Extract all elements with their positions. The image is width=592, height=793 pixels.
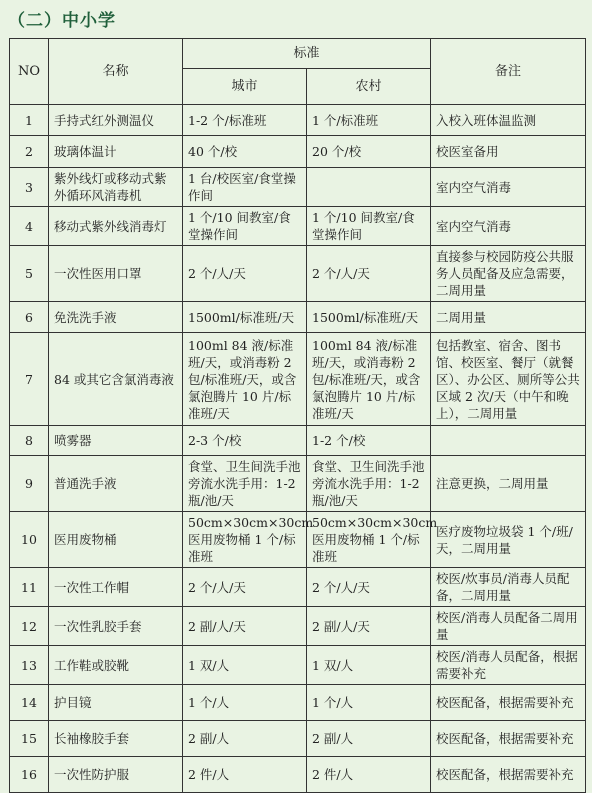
- row-no: 16: [10, 757, 49, 793]
- table-row: [10, 512, 586, 568]
- row-name: 一次性防护服: [49, 757, 183, 793]
- table-row: [10, 456, 586, 512]
- row-rural: 20 个/校: [307, 136, 431, 168]
- row-rural: 1 个/标准班: [307, 105, 431, 136]
- row-remark: 校医/消毒人员配备二周用量: [431, 607, 586, 646]
- supplies-table: [9, 38, 586, 793]
- row-remark: 注意更换，二周用量: [431, 456, 586, 512]
- header-remark: 备注: [431, 39, 586, 105]
- row-no: 12: [10, 607, 49, 646]
- row-no: 13: [10, 646, 49, 685]
- row-rural: 2 副/人: [307, 721, 431, 757]
- table-row: [10, 607, 586, 646]
- row-city: 2 个/人/天: [183, 568, 307, 607]
- row-city: 40 个/校: [183, 136, 307, 168]
- row-city: 50cm×30cm×30cm 医用废物桶 1 个/标准班: [183, 512, 307, 568]
- table-row: [10, 685, 586, 721]
- row-rural: 2 个/人/天: [307, 568, 431, 607]
- row-city: 2 副/人: [183, 721, 307, 757]
- row-no: 14: [10, 685, 49, 721]
- row-remark: 包括教室、宿舍、图书馆、校医室、餐厅（就餐区）、办公区、厕所等公共区域 2 次/天（中午和晚上），二周用量: [431, 333, 586, 426]
- row-no: 9: [10, 456, 49, 512]
- row-remark: [431, 426, 586, 456]
- row-name: 护目镜: [49, 685, 183, 721]
- row-rural: 食堂、卫生间洗手池旁流水洗手用：1-2 瓶/池/天: [307, 456, 431, 512]
- row-no: 6: [10, 302, 49, 333]
- row-remark: 校医室备用: [431, 136, 586, 168]
- row-city: 2 个/人/天: [183, 246, 307, 302]
- row-remark: 校医/炊事员/消毒人员配备，二周用量: [431, 568, 586, 607]
- table-row: [10, 426, 586, 456]
- row-name: 手持式红外测温仪: [49, 105, 183, 136]
- table-row: [10, 207, 586, 246]
- row-rural: 2 副/人/天: [307, 607, 431, 646]
- table-row: [10, 721, 586, 757]
- row-city: 1 台/校医室/食堂操作间: [183, 168, 307, 207]
- row-no: 10: [10, 512, 49, 568]
- row-city: 1 个/人: [183, 685, 307, 721]
- row-name: 医用废物桶: [49, 512, 183, 568]
- row-name: 一次性乳胶手套: [49, 607, 183, 646]
- row-remark: 室内空气消毒: [431, 168, 586, 207]
- row-city: 1-2 个/标准班: [183, 105, 307, 136]
- row-no: 15: [10, 721, 49, 757]
- table-row: [10, 333, 586, 426]
- row-name: 84 或其它含氯消毒液: [49, 333, 183, 426]
- row-remark: 校医配备，根据需要补充: [431, 757, 586, 793]
- row-rural: 100ml 84 液/标准班/天，或消毒粉 2 包/标准班/天，或含氯泡腾片 10 片/标准班/天: [307, 333, 431, 426]
- row-no: 7: [10, 333, 49, 426]
- row-city: 1 个/10 间教室/食堂操作间: [183, 207, 307, 246]
- row-name: 普通洗手液: [49, 456, 183, 512]
- row-no: 1: [10, 105, 49, 136]
- row-rural: 1 个/人: [307, 685, 431, 721]
- header-rural: 农村: [307, 69, 431, 105]
- row-name: 免洗洗手液: [49, 302, 183, 333]
- row-remark: 二周用量: [431, 302, 586, 333]
- table-row: [10, 646, 586, 685]
- row-city: 食堂、卫生间洗手池旁流水洗手用：1-2 瓶/池/天: [183, 456, 307, 512]
- row-rural: 1 双/人: [307, 646, 431, 685]
- table-row: [10, 568, 586, 607]
- row-no: 11: [10, 568, 49, 607]
- header-no: NO: [10, 39, 49, 105]
- row-remark: 室内空气消毒: [431, 207, 586, 246]
- row-remark: 入校入班体温监测: [431, 105, 586, 136]
- row-remark: 校医配备，根据需要补充: [431, 685, 586, 721]
- row-remark: 直接参与校园防疫公共服务人员配备及应急需要，二周用量: [431, 246, 586, 302]
- row-city: 2-3 个/校: [183, 426, 307, 456]
- row-no: 2: [10, 136, 49, 168]
- header-city: 城市: [183, 69, 307, 105]
- row-no: 4: [10, 207, 49, 246]
- row-city: 100ml 84 液/标准班/天，或消毒粉 2 包/标准班/天，或含氯泡腾片 10 片/标准班/天: [183, 333, 307, 426]
- row-city: 2 件/人: [183, 757, 307, 793]
- table-row: [10, 757, 586, 793]
- row-rural: 2 个/人/天: [307, 246, 431, 302]
- table-row: [10, 302, 586, 333]
- row-rural: 1 个/10 间教室/食堂操作间: [307, 207, 431, 246]
- row-name: 一次性工作帽: [49, 568, 183, 607]
- row-remark: 医疗废物垃圾袋 1 个/班/天，二周用量: [431, 512, 586, 568]
- row-name: 紫外线灯或移动式紫外循环风消毒机: [49, 168, 183, 207]
- row-no: 8: [10, 426, 49, 456]
- row-remark: 校医/消毒人员配备，根据需要补充: [431, 646, 586, 685]
- row-rural: [307, 168, 431, 207]
- row-city: 1500ml/标准班/天: [183, 302, 307, 333]
- row-name: 喷雾器: [49, 426, 183, 456]
- row-remark: 校医配备，根据需要补充: [431, 721, 586, 757]
- row-rural: 1-2 个/校: [307, 426, 431, 456]
- table-row: [10, 136, 586, 168]
- row-rural: 50cm×30cm×30cm 医用废物桶 1 个/标准班: [307, 512, 431, 568]
- row-rural: 2 件/人: [307, 757, 431, 793]
- row-no: 3: [10, 168, 49, 207]
- section-title: （二）中小学: [8, 11, 116, 31]
- table-row: [10, 168, 586, 207]
- row-name: 一次性医用口罩: [49, 246, 183, 302]
- row-city: 2 副/人/天: [183, 607, 307, 646]
- row-name: 长袖橡胶手套: [49, 721, 183, 757]
- row-name: 移动式紫外线消毒灯: [49, 207, 183, 246]
- row-city: 1 双/人: [183, 646, 307, 685]
- row-name: 工作鞋或胶靴: [49, 646, 183, 685]
- row-name: 玻璃体温计: [49, 136, 183, 168]
- table-row: [10, 246, 586, 302]
- header-name: 名称: [49, 39, 183, 105]
- row-no: 5: [10, 246, 49, 302]
- table-row: [10, 105, 586, 136]
- header-standard: 标准: [183, 39, 431, 69]
- row-rural: 1500ml/标准班/天: [307, 302, 431, 333]
